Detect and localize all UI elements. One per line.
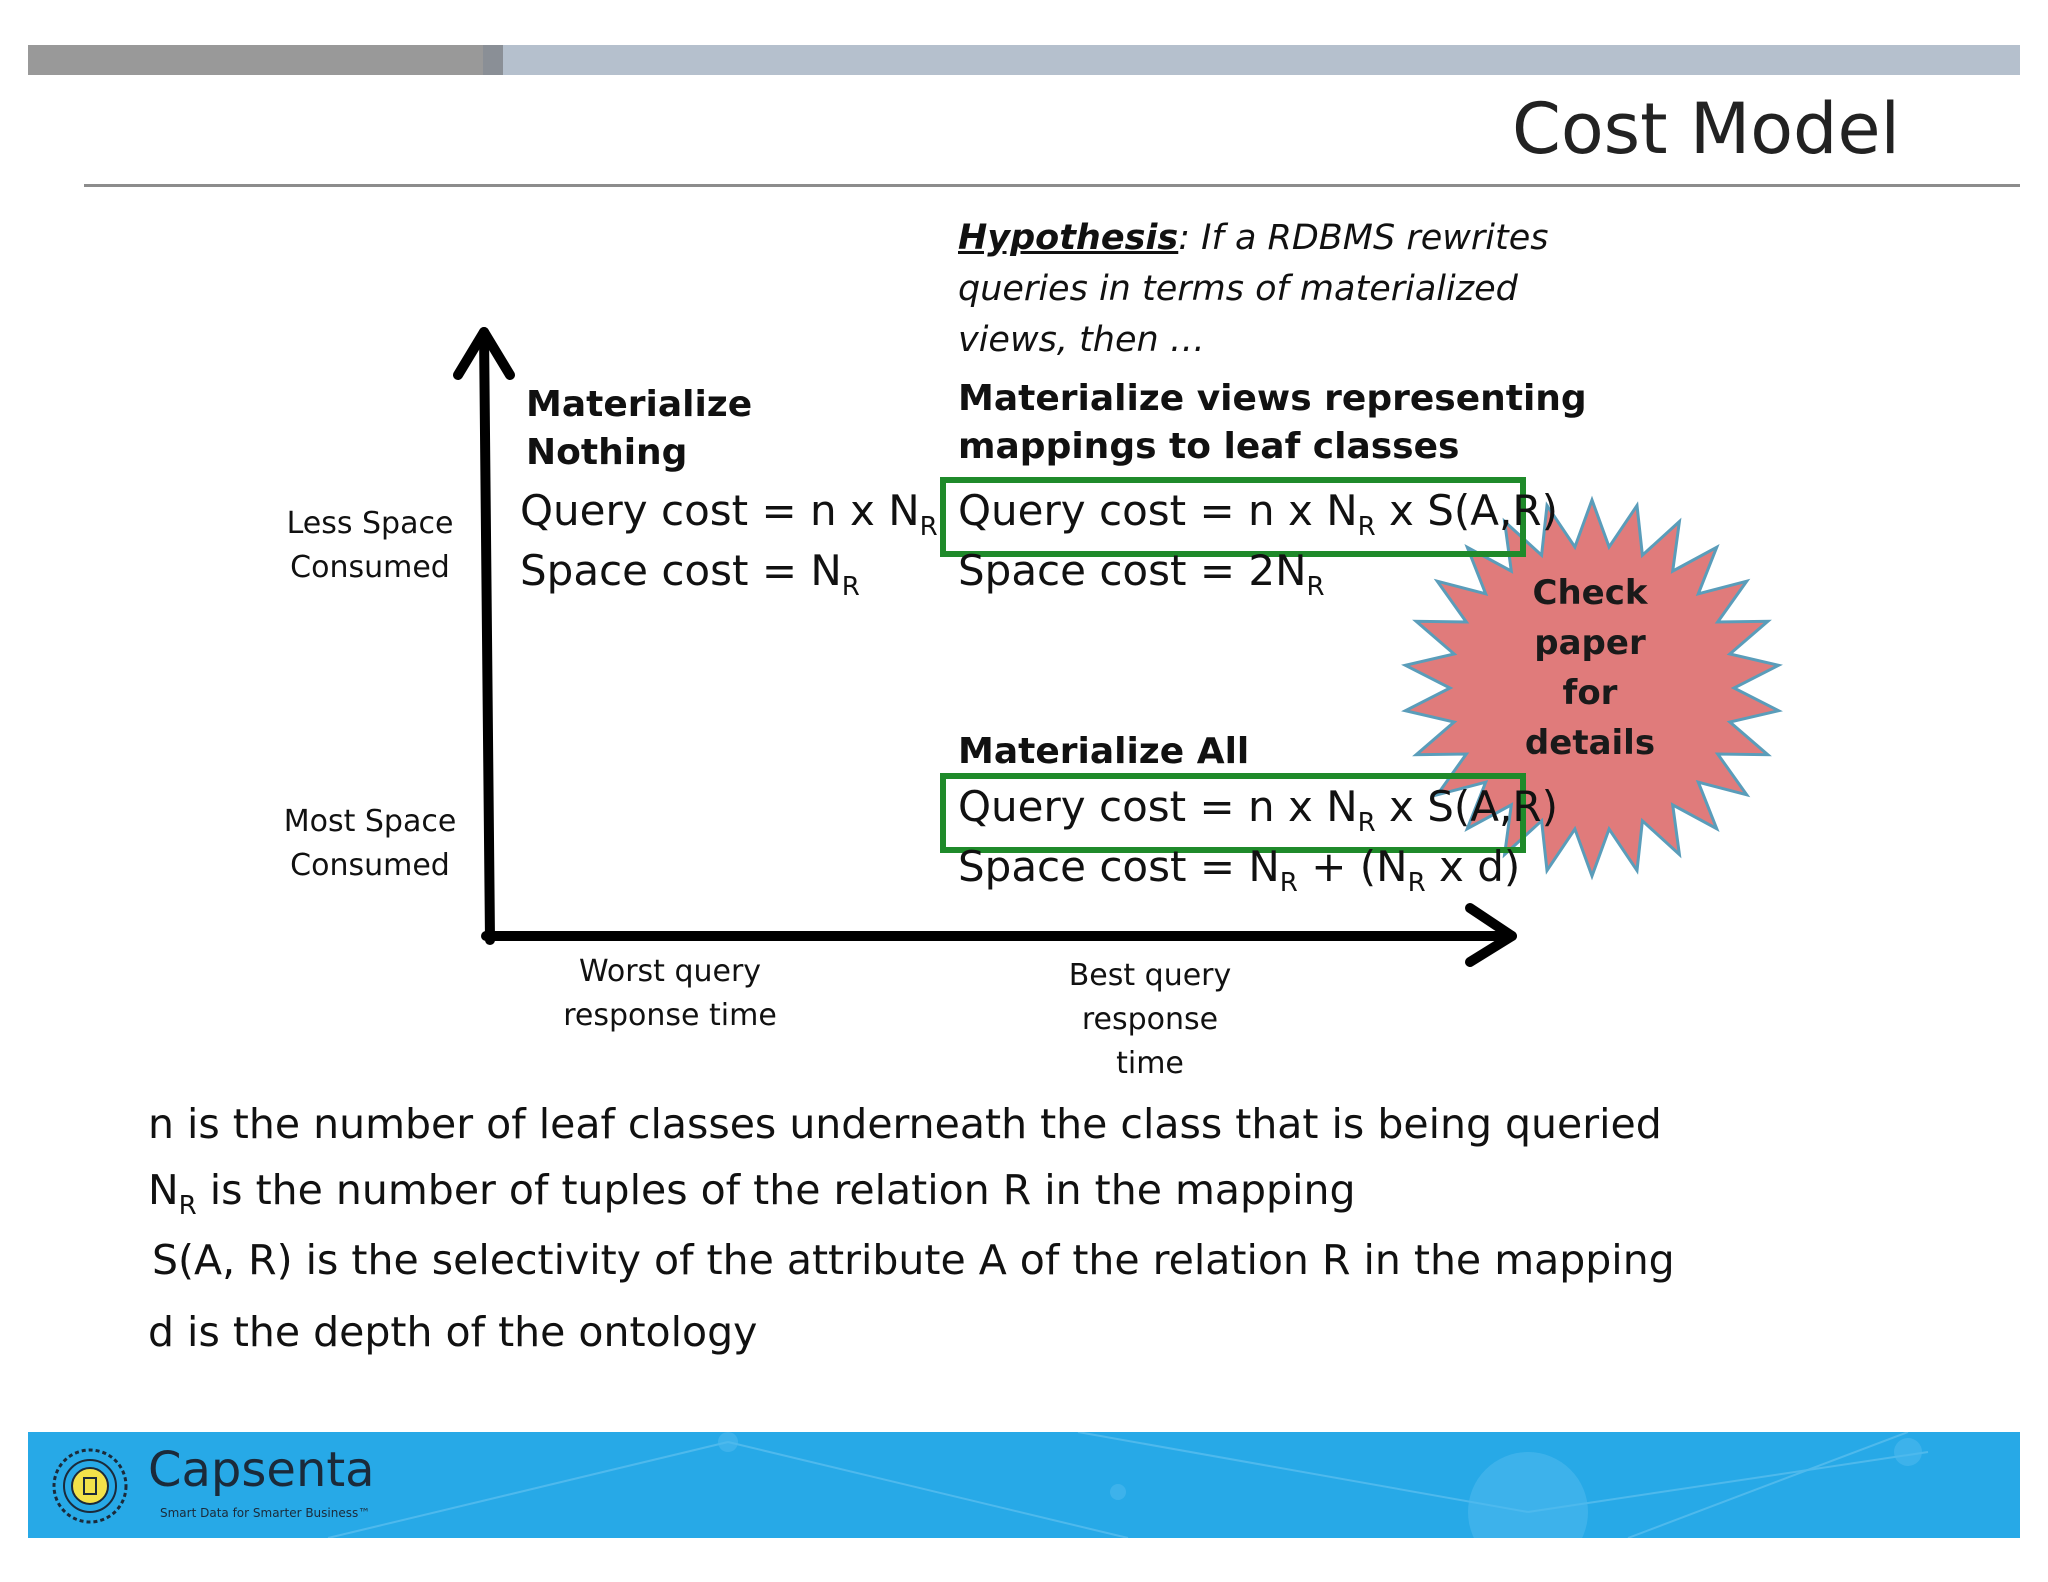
leaf-query-cost (958, 481, 1558, 541)
leaf-space-cost (958, 541, 1325, 601)
all-space-cost-text-a: Space cost = N (958, 842, 1280, 891)
legend-nr-text: is the number of tuples of the relation R in the mapping (196, 1166, 1356, 1214)
x-label-worst-line2: response time (563, 998, 777, 1033)
nothing-query-cost-text: Query cost = n x N (520, 486, 920, 535)
materialize-nothing-heading (526, 381, 752, 477)
legend-selectivity: S(A, R) is the selectivity of the attribute A of the relation R in the mapping (152, 1236, 1675, 1284)
all-space-cost-text-b: + (N (1297, 842, 1408, 891)
materialize-nothing-line2: Nothing (526, 432, 688, 473)
y-label-less-space (270, 502, 470, 590)
materialize-leaf-line1: Materialize views representing (958, 378, 1587, 419)
y-label-most-space (270, 800, 470, 888)
legend-depth: d is the depth of the ontology (148, 1308, 758, 1356)
hypothesis-line3: views, then … (958, 320, 1205, 360)
hypothesis-line1: : If a RDBMS rewrites (1178, 218, 1549, 258)
capsenta-logo-icon (50, 1446, 130, 1526)
all-space-cost-sub1: R (1279, 868, 1298, 898)
callout-line1: Check (1532, 573, 1648, 613)
nothing-space-cost (520, 541, 860, 601)
footer-tagline: Smart Data for Smarter Business™ (160, 1506, 371, 1520)
x-label-worst (540, 950, 800, 1038)
y-label-less-line2: Consumed (290, 550, 450, 585)
leaf-space-cost-text: Space cost = 2N (958, 546, 1307, 595)
y-label-less-line1: Less Space (286, 506, 454, 541)
callout-line3: for (1562, 673, 1618, 713)
leaf-query-cost-text-a: Query cost = n x N (958, 486, 1358, 535)
y-label-most-line2: Consumed (290, 848, 450, 883)
callout-line4: details (1524, 723, 1656, 763)
y-label-most-line1: Most Space (283, 804, 457, 839)
leaf-space-cost-sub: R (1306, 572, 1325, 602)
all-query-cost-text-a: Query cost = n x N (958, 782, 1358, 831)
nothing-query-cost (520, 481, 938, 541)
legend-nr (148, 1166, 1356, 1221)
x-label-best-line1: Best query (1068, 958, 1232, 993)
all-query-cost-text-b: x S(A,R) (1375, 782, 1558, 831)
materialize-nothing-line1: Materialize (526, 384, 753, 425)
legend-n: n is the number of leaf classes underneath the class that is being queried (148, 1100, 1662, 1148)
materialize-leaf-heading (958, 375, 1587, 471)
all-query-cost-sub: R (1357, 808, 1376, 838)
all-space-cost-sub2: R (1407, 868, 1426, 898)
footer-brand: Capsenta (148, 1442, 375, 1498)
nothing-space-cost-sub: R (841, 572, 860, 602)
x-label-worst-line1: Worst query (578, 954, 762, 989)
legend-nr-symbol: N (148, 1166, 179, 1214)
x-label-best-line2: response (1081, 1002, 1219, 1037)
footer-banner (28, 1432, 2020, 1538)
x-label-best (1050, 954, 1250, 1086)
all-space-cost (958, 837, 1520, 897)
nothing-query-cost-sub: R (919, 512, 938, 542)
leaf-query-cost-text-b: x S(A,R) (1375, 486, 1558, 535)
hypothesis-line2: queries in terms of materialized (958, 269, 1518, 309)
callout-text (1490, 568, 1690, 768)
callout-line2: paper (1534, 623, 1646, 663)
materialize-all-heading: Materialize All (958, 731, 1250, 772)
slide-title: Cost Model (1511, 88, 1900, 170)
materialize-leaf-line2: mappings to leaf classes (958, 426, 1460, 467)
legend-nr-sub: R (178, 1191, 197, 1221)
leaf-query-cost-sub: R (1357, 512, 1376, 542)
all-query-cost (958, 777, 1558, 837)
x-label-best-line3: time (1116, 1046, 1184, 1081)
hypothesis-label: Hypothesis (958, 218, 1179, 258)
nothing-space-cost-text: Space cost = N (520, 546, 842, 595)
all-space-cost-text-c: x d) (1425, 842, 1521, 891)
